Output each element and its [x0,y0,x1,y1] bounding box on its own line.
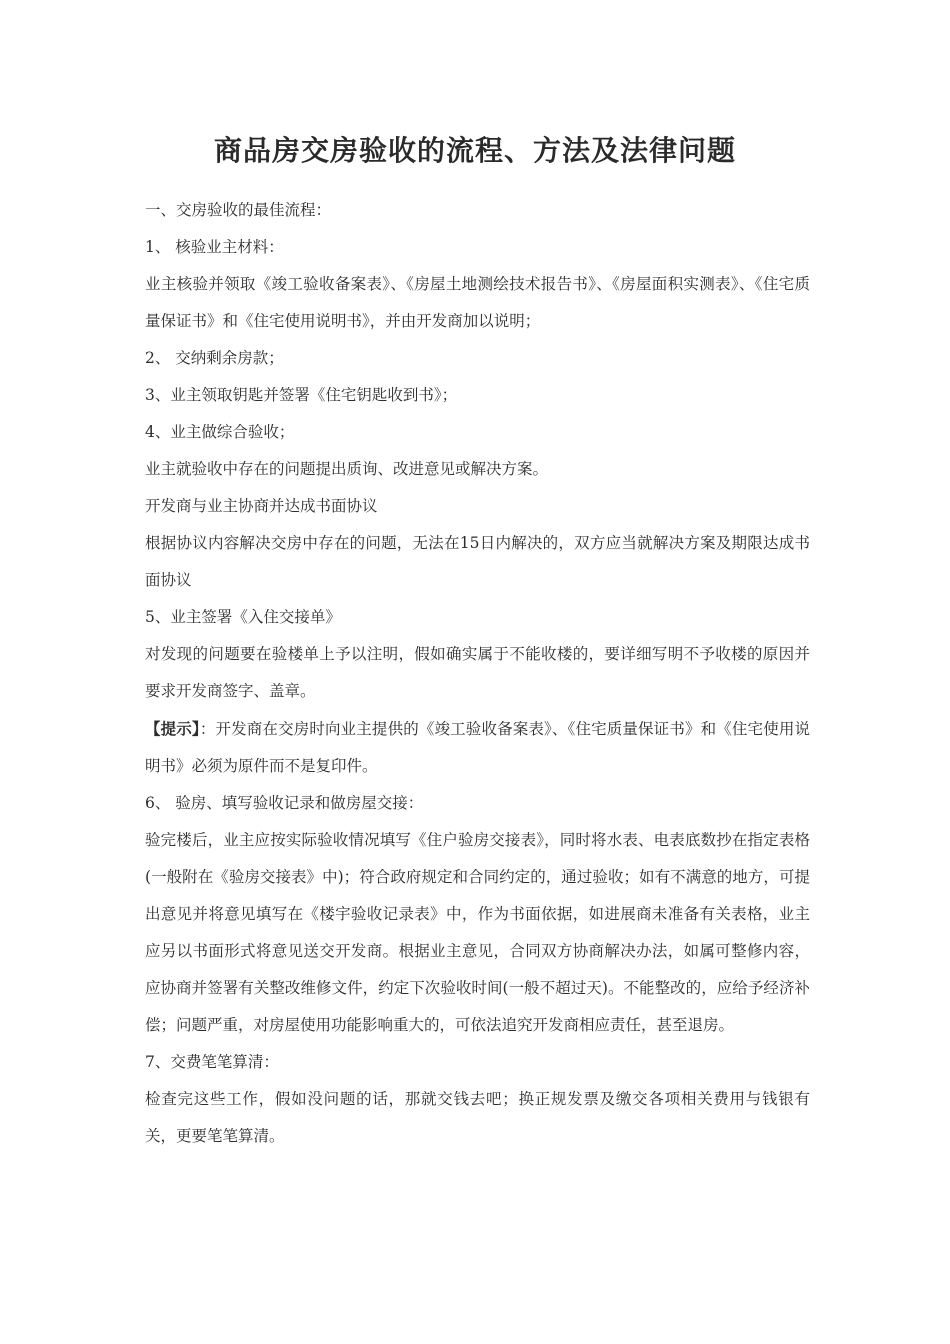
step-3-heading: 3、业主领取钥匙并签署《住宅钥匙收到书》； [145,386,458,404]
step-5-heading: 5、业主签署《入住交接单》 [145,608,341,626]
step-7-heading: 7、交费笔笔算清： [145,1053,279,1071]
step-6-heading: 6、 验房、填写验收记录和做房屋交接： [145,794,424,812]
step-4-detail-1: 业主就验收中存在的问题提出质询、改进意见或解决方案。 [145,460,549,478]
step-5-detail: 对发现的问题要在验楼单上予以注明，假如确实属于不能收楼的，要详细写明不予收楼的原因并要求开发商签字、盖章。 [145,645,810,700]
step-4-heading: 4、业主做综合验收； [145,423,295,441]
document-body [145,192,810,1155]
step-1-heading: 1、 核验业主材料： [145,238,284,256]
step-1-detail: 业主核验并领取《竣工验收备案表》、《房屋土地测绘技术报告书》、《房屋面积实测表》、《住宅质量保证书》和《住宅使用说明书》，并由开发商加以说明； [145,275,810,330]
step-6-detail: 验完楼后，业主应按实际验收情况填写《住户验房交接表》，同时将水表、电表底数抄在指定表格(一般附在《验房交接表》中)；符合政府规定和合同约定的，通过验收；如有不满意的地方，可提出意见并将意见填写在《楼宇验收记录表》中，作为书面依据，如进展商未准备有关表格，业主应另以书面形式将意见送交开发商。根据业主意见，合同双方协商解决办法，如属可整修内容，应协商并签署有关整改维修文件，约定下次验收时间(一般不超过天)。不能整改的，应给予经济补偿；问题严重，对房屋使用功能影响重大的，可依法追究开发商相应责任，甚至退房。 [145,831,810,1034]
step-4-detail-2: 开发商与业主协商并达成书面协议 [145,497,378,515]
tip-paragraph [145,710,810,785]
step-2-heading: 2、 交纳剩余房款； [145,349,284,367]
step-4-detail-3: 根据协议内容解决交房中存在的问题，无法在15日内解决的，双方应当就解决方案及期限达成书面协议 [145,534,810,589]
document-title: 商品房交房验收的流程、方法及法律问题 [213,134,736,167]
section-heading-process: 一、交房验收的最佳流程： [145,201,332,219]
step-7-detail: 检查完这些工作，假如没问题的话，那就交钱去吧；换正规发票及缴交各项相关费用与钱银有关，更要笔笔算清。 [145,1090,810,1145]
tip-label: 【提示】 [145,719,200,738]
tip-text: ：开发商在交房时向业主提供的《竣工验收备案表》、《住宅质量保证书》和《住宅使用说明书》必须为原件而不是复印件。 [145,720,810,775]
